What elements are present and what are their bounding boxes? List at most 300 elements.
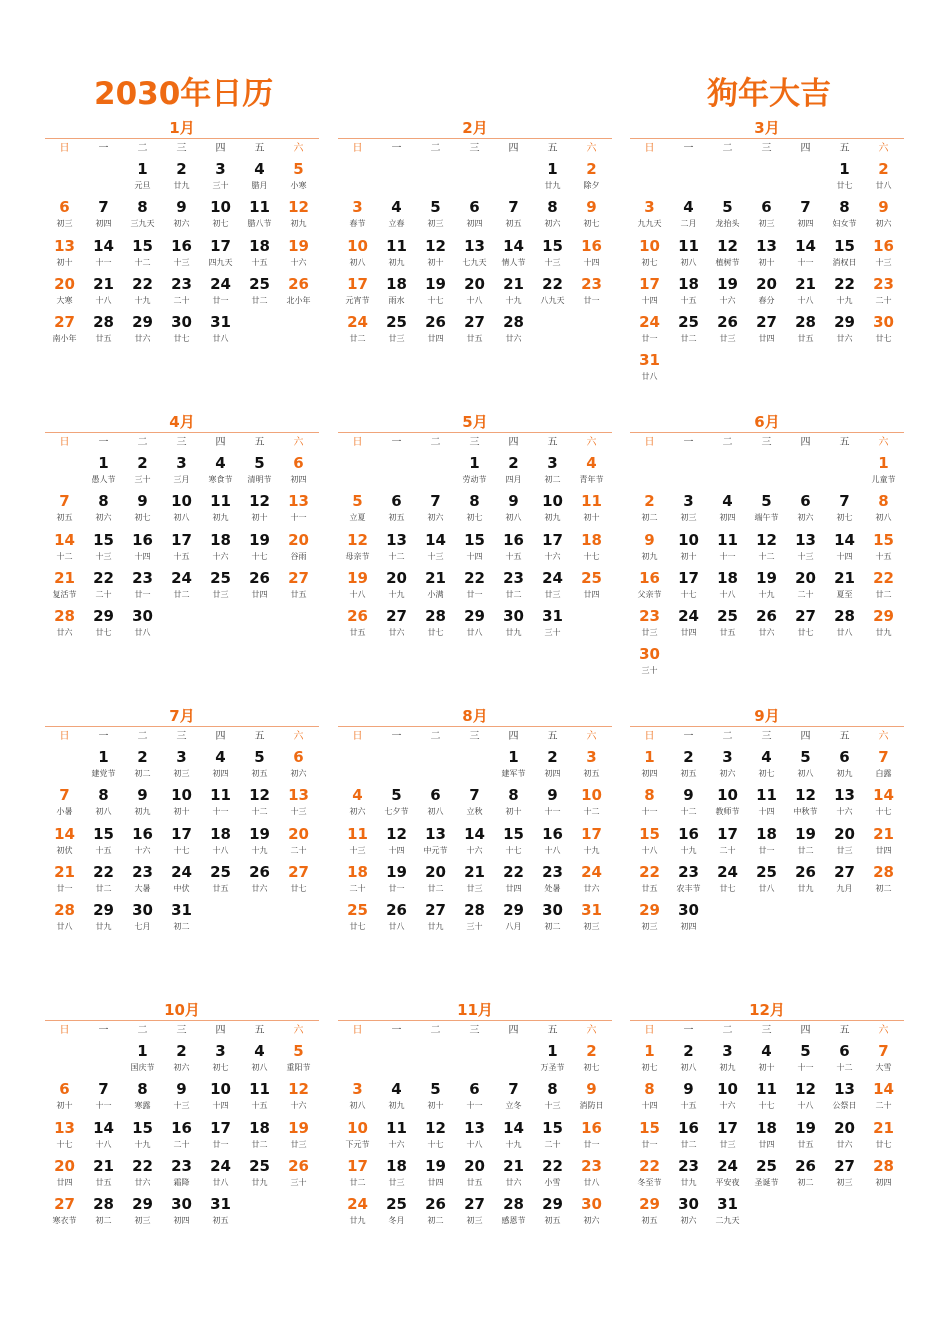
lunar-label: 廿八 (836, 628, 853, 638)
day-number: 27 (756, 313, 777, 332)
day-number: 17 (210, 236, 231, 255)
day-cell (162, 197, 201, 235)
day-cell (201, 491, 240, 529)
day-number: 31 (717, 1195, 738, 1214)
day-cell (455, 197, 494, 235)
weekday-label: 六 (586, 437, 597, 448)
day-cell (572, 236, 611, 274)
lunar-label: 十七 (173, 845, 190, 855)
day-number: 8 (547, 1080, 558, 1099)
lunar-label: 劳动节 (462, 475, 487, 484)
day-cell (455, 236, 494, 274)
day-number: 30 (873, 313, 894, 332)
day-number: 4 (254, 160, 265, 178)
day-number: 7 (430, 492, 441, 511)
day-number: 17 (542, 530, 563, 549)
day-number: 22 (834, 274, 855, 293)
day-cell (630, 644, 669, 682)
lunar-label: 廿五 (466, 334, 483, 344)
day-cell (708, 747, 747, 785)
lunar-label: 处暑 (544, 883, 561, 893)
lunar-label: 中伏 (173, 883, 190, 893)
day-cell (45, 1194, 84, 1232)
day-cell (864, 312, 903, 350)
lunar-label: 十五 (875, 551, 892, 561)
day-number: 6 (293, 748, 304, 766)
day-number: 4 (215, 748, 226, 766)
day-number: 29 (132, 313, 153, 332)
lunar-label: 十六 (388, 1139, 405, 1149)
day-number: 3 (683, 492, 694, 511)
day-number: 26 (756, 607, 777, 626)
lunar-label: 廿八 (56, 922, 73, 932)
lunar-label: 廿八 (134, 628, 151, 638)
day-number: 2 (878, 160, 889, 178)
day-cell (84, 491, 123, 529)
lunar-label: 初三 (134, 1216, 151, 1226)
weekday-label: 日 (352, 1025, 363, 1036)
day-cell (416, 862, 455, 900)
lunar-label: 初二 (641, 513, 658, 523)
day-cell (45, 824, 84, 862)
day-cell (338, 568, 377, 606)
day-cell (494, 236, 533, 274)
day-number: 7 (878, 748, 889, 766)
day-cell (45, 197, 84, 235)
month-block (338, 411, 612, 644)
page-slogan: 狗年大吉 (707, 76, 831, 112)
day-number: 25 (756, 1156, 777, 1175)
day-cell (201, 312, 240, 350)
day-cell (669, 568, 708, 606)
lunar-label: 初八 (173, 513, 190, 523)
day-number: 5 (254, 454, 265, 472)
weekday-label: 六 (878, 143, 889, 154)
day-number: 4 (215, 454, 226, 472)
day-cell (84, 453, 123, 491)
lunar-label: 三十 (212, 181, 229, 190)
lunar-label: 初二 (427, 1216, 444, 1226)
day-cell (123, 606, 162, 644)
weekday-label: 四 (508, 731, 519, 742)
day-number: 24 (542, 568, 563, 587)
lunar-label: 十六 (836, 807, 853, 817)
day-cell (572, 1194, 611, 1232)
weekday-label: 日 (59, 143, 70, 154)
day-cell (338, 530, 377, 568)
lunar-label: 二十 (95, 589, 112, 599)
day-cell (864, 236, 903, 274)
day-cell (825, 274, 864, 312)
day-number: 17 (717, 1118, 738, 1137)
day-cell (416, 236, 455, 274)
day-cell (786, 824, 825, 862)
day-number: 29 (639, 1195, 660, 1214)
day-number: 1 (508, 748, 519, 766)
lunar-label: 廿八 (875, 181, 892, 190)
day-cell (45, 1118, 84, 1156)
day-cell (864, 453, 903, 491)
day-number: 14 (425, 530, 446, 549)
day-cell (747, 312, 786, 350)
day-cell (84, 1156, 123, 1194)
lunar-label: 廿八 (641, 372, 658, 382)
day-cell (338, 1194, 377, 1232)
day-number: 5 (293, 160, 304, 178)
day-cell (45, 862, 84, 900)
lunar-label: 初六 (583, 1216, 600, 1226)
day-number: 20 (464, 1156, 485, 1175)
day-number: 24 (171, 568, 192, 587)
day-cell (572, 453, 611, 491)
weekday-label: 六 (878, 1025, 889, 1036)
day-number: 4 (254, 1042, 265, 1060)
weekday-label: 四 (508, 437, 519, 448)
day-number: 11 (249, 198, 270, 217)
day-number: 23 (171, 274, 192, 293)
day-cell (123, 862, 162, 900)
lunar-label: 十九 (134, 295, 151, 305)
day-cell (84, 236, 123, 274)
lunar-label: 初八 (875, 513, 892, 523)
month-divider (45, 138, 319, 139)
day-cell (494, 900, 533, 938)
lunar-label: 腊月 (251, 181, 268, 190)
day-number: 7 (98, 198, 109, 217)
day-number: 29 (93, 901, 114, 920)
weekday-header (45, 1024, 319, 1041)
weekday-label: 五 (839, 731, 850, 742)
lunar-label: 十六 (466, 845, 483, 855)
empty-cell (630, 159, 669, 197)
day-number: 24 (210, 1156, 231, 1175)
lunar-label: 廿四 (427, 334, 444, 344)
day-cell (416, 197, 455, 235)
day-cell (338, 197, 377, 235)
day-cell (162, 1194, 201, 1232)
lunar-label: 廿七 (173, 334, 190, 344)
lunar-label: 十七 (427, 1139, 444, 1149)
lunar-label: 感恩节 (501, 1216, 526, 1226)
day-cell (377, 1118, 416, 1156)
lunar-label: 廿九 (349, 1216, 366, 1226)
day-cell (630, 785, 669, 823)
day-cell (123, 453, 162, 491)
lunar-label: 廿九 (251, 1177, 268, 1187)
day-cell (708, 530, 747, 568)
lunar-label: 十九 (836, 295, 853, 305)
lunar-label: 初八 (251, 1063, 268, 1072)
empty-cell (45, 1041, 84, 1079)
day-number: 20 (54, 274, 75, 293)
lunar-label: 初三 (836, 1177, 853, 1187)
day-number: 2 (683, 748, 694, 766)
weekday-header (630, 142, 904, 159)
lunar-label: 十四 (583, 257, 600, 267)
lunar-label: 初七 (583, 219, 600, 229)
day-number: 15 (639, 1118, 660, 1137)
lunar-label: 十三 (875, 257, 892, 267)
day-cell (669, 1041, 708, 1079)
lunar-label: 十二 (583, 807, 600, 817)
lunar-label: 初九 (836, 769, 853, 778)
day-cell (45, 900, 84, 938)
lunar-label: 十八 (466, 295, 483, 305)
lunar-label: 初六 (797, 513, 814, 523)
day-number: 7 (59, 492, 70, 511)
day-number: 15 (503, 824, 524, 843)
empty-cell (455, 1041, 494, 1079)
lunar-label: 小寒 (290, 181, 307, 190)
day-cell (123, 1118, 162, 1156)
day-cell (84, 900, 123, 938)
weekday-label: 三 (469, 143, 480, 154)
lunar-label: 母亲节 (345, 551, 370, 561)
lunar-label: 初六 (173, 219, 190, 229)
lunar-label: 十一 (797, 1063, 814, 1072)
lunar-label: 十九 (251, 845, 268, 855)
day-cell (338, 606, 377, 644)
day-cell (494, 606, 533, 644)
empty-cell (494, 1041, 533, 1079)
day-number: 4 (391, 198, 402, 217)
page-title: 2030年日历 (94, 76, 274, 112)
day-cell (494, 491, 533, 529)
lunar-label: 儿童节 (871, 475, 896, 484)
weekday-header (338, 730, 612, 747)
day-number: 10 (678, 530, 699, 549)
lunar-label: 十九 (758, 589, 775, 599)
lunar-label: 初四 (719, 513, 736, 523)
day-cell (786, 606, 825, 644)
day-cell (84, 862, 123, 900)
day-number: 7 (469, 786, 480, 805)
weekday-header (338, 142, 612, 159)
day-cell (377, 312, 416, 350)
lunar-label: 廿六 (583, 883, 600, 893)
day-number: 14 (873, 786, 894, 805)
day-cell (572, 1041, 611, 1079)
day-grid (630, 747, 904, 938)
day-cell (708, 1156, 747, 1194)
day-cell (338, 491, 377, 529)
lunar-label: 十七 (505, 845, 522, 855)
weekday-label: 三 (176, 143, 187, 154)
lunar-label: 初四 (173, 1216, 190, 1226)
weekday-label: 六 (293, 1025, 304, 1036)
day-cell (533, 785, 572, 823)
lunar-label: 廿九 (95, 922, 112, 932)
day-number: 28 (54, 607, 75, 626)
day-cell (455, 530, 494, 568)
day-grid (45, 159, 319, 350)
day-cell (279, 159, 318, 197)
day-cell (630, 312, 669, 350)
day-number: 24 (678, 607, 699, 626)
lunar-label: 廿六 (251, 883, 268, 893)
lunar-label: 三十 (134, 475, 151, 484)
day-number: 25 (386, 313, 407, 332)
day-cell (201, 568, 240, 606)
day-number: 4 (586, 454, 597, 472)
lunar-label: 十八 (95, 295, 112, 305)
lunar-label: 寒衣节 (52, 1216, 77, 1226)
day-number: 5 (254, 748, 265, 766)
weekday-label: 五 (839, 143, 850, 154)
day-number: 19 (795, 824, 816, 843)
day-cell (123, 530, 162, 568)
day-number: 15 (873, 530, 894, 549)
day-cell (786, 274, 825, 312)
day-number: 19 (717, 274, 738, 293)
weekday-label: 六 (878, 437, 889, 448)
lunar-label: 初六 (349, 807, 366, 817)
month-block (630, 999, 904, 1232)
day-number: 24 (717, 862, 738, 881)
empty-cell (416, 453, 455, 491)
day-number: 6 (293, 454, 304, 472)
weekday-label: 日 (59, 731, 70, 742)
day-number: 16 (503, 530, 524, 549)
lunar-label: 初伏 (56, 845, 73, 855)
day-cell (533, 530, 572, 568)
weekday-label: 五 (254, 731, 265, 742)
weekday-label: 日 (352, 731, 363, 742)
lunar-label: 廿九 (544, 181, 561, 190)
weekday-label: 四 (800, 143, 811, 154)
day-cell (84, 1079, 123, 1117)
day-cell (45, 1156, 84, 1194)
day-number: 21 (834, 568, 855, 587)
day-cell (533, 862, 572, 900)
lunar-label: 廿九 (680, 1177, 697, 1187)
lunar-label: 廿一 (758, 845, 775, 855)
day-number: 22 (93, 862, 114, 881)
month-divider (630, 726, 904, 727)
day-cell (825, 1118, 864, 1156)
day-number: 12 (288, 1080, 309, 1099)
day-number: 12 (425, 1118, 446, 1137)
weekday-label: 三 (176, 1025, 187, 1036)
lunar-label: 清明节 (247, 475, 272, 484)
day-number: 7 (839, 492, 850, 511)
day-cell (338, 824, 377, 862)
day-number: 16 (581, 236, 602, 255)
day-cell (786, 862, 825, 900)
day-number: 2 (508, 454, 519, 472)
day-number: 4 (352, 786, 363, 805)
day-cell (162, 785, 201, 823)
day-cell (630, 568, 669, 606)
day-cell (455, 453, 494, 491)
day-cell (45, 568, 84, 606)
day-number: 29 (503, 901, 524, 920)
day-cell (377, 1194, 416, 1232)
empty-cell (708, 159, 747, 197)
day-number: 15 (93, 530, 114, 549)
lunar-label: 廿五 (641, 883, 658, 893)
lunar-label: 廿一 (134, 589, 151, 599)
day-cell (279, 568, 318, 606)
day-cell (338, 1118, 377, 1156)
lunar-label: 二十 (544, 1139, 561, 1149)
day-number: 25 (210, 862, 231, 881)
lunar-label: 十六 (290, 257, 307, 267)
empty-cell (377, 159, 416, 197)
lunar-label: 初五 (505, 219, 522, 229)
empty-cell (377, 747, 416, 785)
lunar-label: 廿五 (797, 334, 814, 344)
day-number: 21 (93, 1156, 114, 1175)
lunar-label: 初十 (758, 257, 775, 267)
day-number: 25 (756, 862, 777, 881)
day-cell (416, 568, 455, 606)
lunar-label: 七月 (134, 922, 151, 932)
day-number: 21 (873, 1118, 894, 1137)
lunar-label: 初七 (641, 257, 658, 267)
day-number: 28 (464, 901, 485, 920)
lunar-label: 廿四 (758, 1139, 775, 1149)
day-number: 30 (678, 901, 699, 920)
day-cell (747, 236, 786, 274)
lunar-label: 十一 (95, 1101, 112, 1111)
day-number: 1 (137, 1042, 148, 1060)
weekday-label: 三 (469, 1025, 480, 1036)
month-title: 5月 (462, 413, 488, 431)
day-number: 17 (678, 568, 699, 587)
lunar-label: 龙抬头 (715, 219, 740, 229)
day-cell (669, 236, 708, 274)
lunar-label: 十六 (212, 551, 229, 561)
day-cell (416, 1194, 455, 1232)
day-number: 24 (347, 1195, 368, 1214)
lunar-label: 廿九 (797, 883, 814, 893)
lunar-label: 十九 (505, 1139, 522, 1149)
lunar-label: 腊八节 (247, 219, 272, 229)
lunar-label: 平安夜 (715, 1177, 740, 1187)
lunar-label: 廿五 (290, 589, 307, 599)
day-cell (747, 1041, 786, 1079)
day-cell (123, 824, 162, 862)
lunar-label: 十二 (251, 807, 268, 817)
day-cell (201, 824, 240, 862)
day-number: 21 (464, 862, 485, 881)
day-number: 7 (508, 198, 519, 217)
day-cell (377, 1156, 416, 1194)
lunar-label: 七九天 (462, 257, 487, 267)
day-number: 22 (132, 1156, 153, 1175)
day-number: 25 (249, 274, 270, 293)
day-number: 26 (249, 568, 270, 587)
day-number: 20 (288, 530, 309, 549)
day-cell (416, 785, 455, 823)
day-number: 8 (98, 492, 109, 511)
day-number: 15 (834, 236, 855, 255)
day-number: 16 (639, 568, 660, 587)
weekday-label: 日 (352, 437, 363, 448)
day-number: 30 (132, 901, 153, 920)
day-cell (669, 197, 708, 235)
day-cell (572, 197, 611, 235)
day-cell (825, 491, 864, 529)
day-number: 22 (132, 274, 153, 293)
day-cell (572, 1156, 611, 1194)
day-cell (240, 197, 279, 235)
weekday-label: 一 (683, 143, 694, 154)
day-cell (864, 1156, 903, 1194)
weekday-label: 三 (761, 437, 772, 448)
lunar-label: 初二 (544, 922, 561, 932)
